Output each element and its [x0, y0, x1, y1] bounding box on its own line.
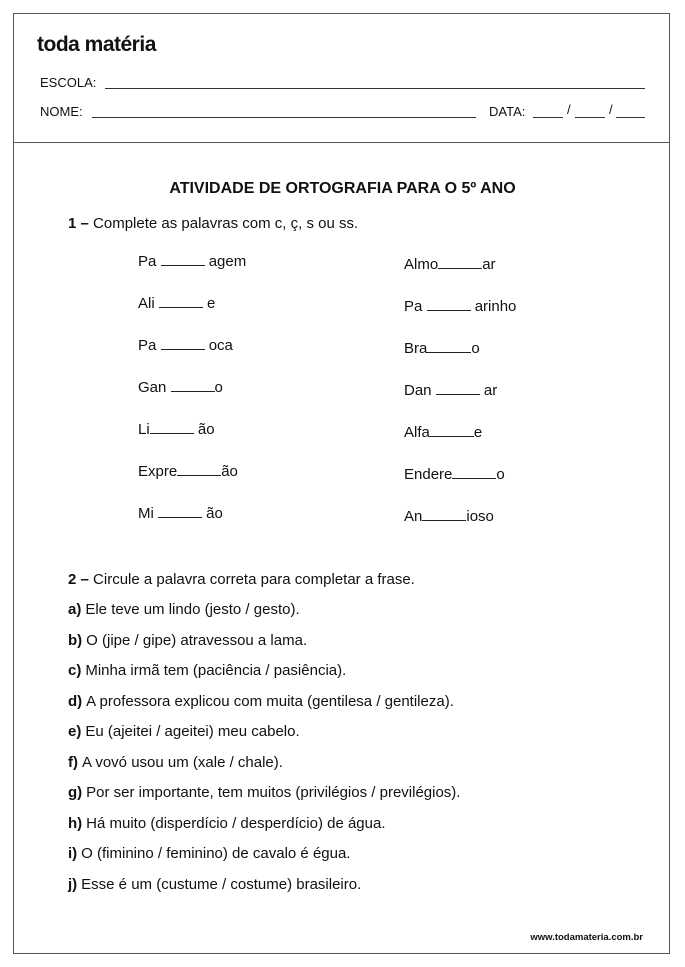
- word-item: [404, 506, 494, 525]
- q2-instruction: [68, 571, 415, 588]
- q2-item: [68, 601, 300, 618]
- date-day-field[interactable]: [533, 117, 563, 118]
- blank-field[interactable]: [150, 419, 194, 434]
- word-suffix: e: [207, 295, 216, 312]
- word-prefix: Dan: [404, 382, 432, 399]
- item-text: Esse é um (custume / costume) brasileiro.: [81, 876, 362, 893]
- logo: toda matéria: [37, 33, 156, 56]
- word-prefix: Li: [138, 421, 150, 438]
- item-text: Por ser importante, tem muitos (privilégios / previlégios).: [86, 784, 461, 801]
- word-prefix: Almo: [404, 256, 439, 273]
- word-suffix: ão: [197, 421, 215, 438]
- blank-field[interactable]: [177, 461, 221, 476]
- item-letter: b): [68, 632, 83, 649]
- word-item: [138, 419, 215, 438]
- item-text: O (fiminino / feminino) de cavalo é égua.: [81, 845, 351, 862]
- footer-url: www.todamateria.com.br: [530, 932, 643, 943]
- escola-field[interactable]: [105, 88, 645, 89]
- word-prefix: Gan: [138, 379, 167, 396]
- item-letter: e): [68, 723, 82, 740]
- item-text: Eu (ajeitei / ageitei) meu cabelo.: [85, 723, 300, 740]
- word-prefix: Bra: [404, 340, 428, 357]
- blank-field[interactable]: [452, 464, 496, 479]
- q2-number: 2 –: [68, 571, 89, 588]
- word-suffix: ão: [206, 505, 223, 522]
- item-letter: c): [68, 662, 82, 679]
- word-item: [404, 422, 482, 441]
- item-letter: d): [68, 693, 83, 710]
- word-prefix: Alfa: [404, 424, 430, 441]
- word-suffix: ioso: [466, 508, 494, 525]
- blank-field[interactable]: [159, 293, 203, 308]
- item-letter: h): [68, 815, 83, 832]
- word-item: [138, 293, 215, 312]
- blank-field[interactable]: [161, 335, 205, 350]
- q2-item: [68, 754, 283, 771]
- blank-field[interactable]: [427, 338, 471, 353]
- word-suffix: e: [473, 424, 483, 441]
- item-letter: i): [68, 845, 78, 862]
- q2-item: [68, 632, 307, 649]
- word-item: [404, 296, 516, 315]
- blank-field[interactable]: [430, 422, 474, 437]
- blank-field[interactable]: [422, 506, 466, 521]
- q2-item: [68, 662, 346, 679]
- q1-text: Complete as palavras com c, ç, s ou ss.: [93, 215, 359, 232]
- word-suffix: arinho: [474, 298, 517, 315]
- q2-text: Circule a palavra correta para completar a frase.: [93, 571, 415, 588]
- blank-field[interactable]: [427, 296, 471, 311]
- word-item: [138, 335, 233, 354]
- word-item: [138, 503, 223, 522]
- word-item: [138, 461, 238, 480]
- item-text: A professora explicou com muita (gentilesa / gentileza).: [86, 693, 454, 710]
- word-item: [404, 254, 496, 273]
- blank-field[interactable]: [161, 251, 205, 266]
- q2-item: [68, 723, 300, 740]
- word-prefix: Expre: [138, 463, 178, 480]
- q2-item: [68, 784, 460, 801]
- date-month-field[interactable]: [575, 117, 605, 118]
- word-item: [138, 251, 246, 270]
- data-label: DATA:: [489, 104, 526, 119]
- word-suffix: ar: [483, 382, 498, 399]
- item-letter: g): [68, 784, 83, 801]
- q1-instruction: [68, 215, 358, 232]
- item-letter: j): [68, 876, 78, 893]
- word-item: [404, 338, 480, 357]
- item-text: A vovó usou um (xale / chale).: [82, 754, 283, 771]
- date-separator: /: [609, 102, 613, 117]
- escola-label: ESCOLA:: [40, 75, 97, 90]
- word-prefix: Mi: [138, 505, 154, 522]
- q2-item: [68, 693, 454, 710]
- word-prefix: An: [404, 508, 423, 525]
- item-letter: a): [68, 601, 82, 618]
- nome-field[interactable]: [92, 117, 476, 118]
- word-suffix: o: [471, 340, 480, 357]
- q2-item: [68, 876, 361, 893]
- word-suffix: o: [214, 379, 223, 396]
- date-separator: /: [567, 102, 571, 117]
- word-prefix: Ali: [138, 295, 155, 312]
- q2-item: [68, 815, 386, 832]
- item-letter: f): [68, 754, 78, 771]
- word-suffix: oca: [208, 337, 233, 354]
- word-item: [404, 464, 505, 483]
- item-text: Minha irmã tem (paciência / pasiência).: [85, 662, 347, 679]
- q1-number: 1 –: [68, 215, 89, 232]
- date-year-field[interactable]: [616, 117, 645, 118]
- page-title: ATIVIDADE DE ORTOGRAFIA PARA O 5º ANO: [169, 180, 516, 197]
- word-prefix: Pa: [138, 337, 157, 354]
- page-frame: [13, 13, 670, 954]
- item-text: O (jipe / gipe) atravessou a lama.: [86, 632, 308, 649]
- word-prefix: Pa: [404, 298, 423, 315]
- word-suffix: ão: [221, 463, 238, 480]
- word-prefix: Pa: [138, 253, 157, 270]
- blank-field[interactable]: [158, 503, 202, 518]
- word-item: [138, 377, 223, 396]
- q2-item: [68, 845, 350, 862]
- blank-field[interactable]: [438, 254, 482, 269]
- word-prefix: Endere: [404, 466, 453, 483]
- blank-field[interactable]: [436, 380, 480, 395]
- blank-field[interactable]: [171, 377, 215, 392]
- item-text: Ele teve um lindo (jesto / gesto).: [85, 601, 300, 618]
- word-suffix: agem: [208, 253, 247, 270]
- header-divider: [13, 142, 670, 143]
- word-suffix: ar: [482, 256, 496, 273]
- nome-label: NOME:: [40, 104, 83, 119]
- word-item: [404, 380, 497, 399]
- word-suffix: o: [496, 466, 505, 483]
- item-text: Há muito (disperdício / desperdício) de água.: [86, 815, 386, 832]
